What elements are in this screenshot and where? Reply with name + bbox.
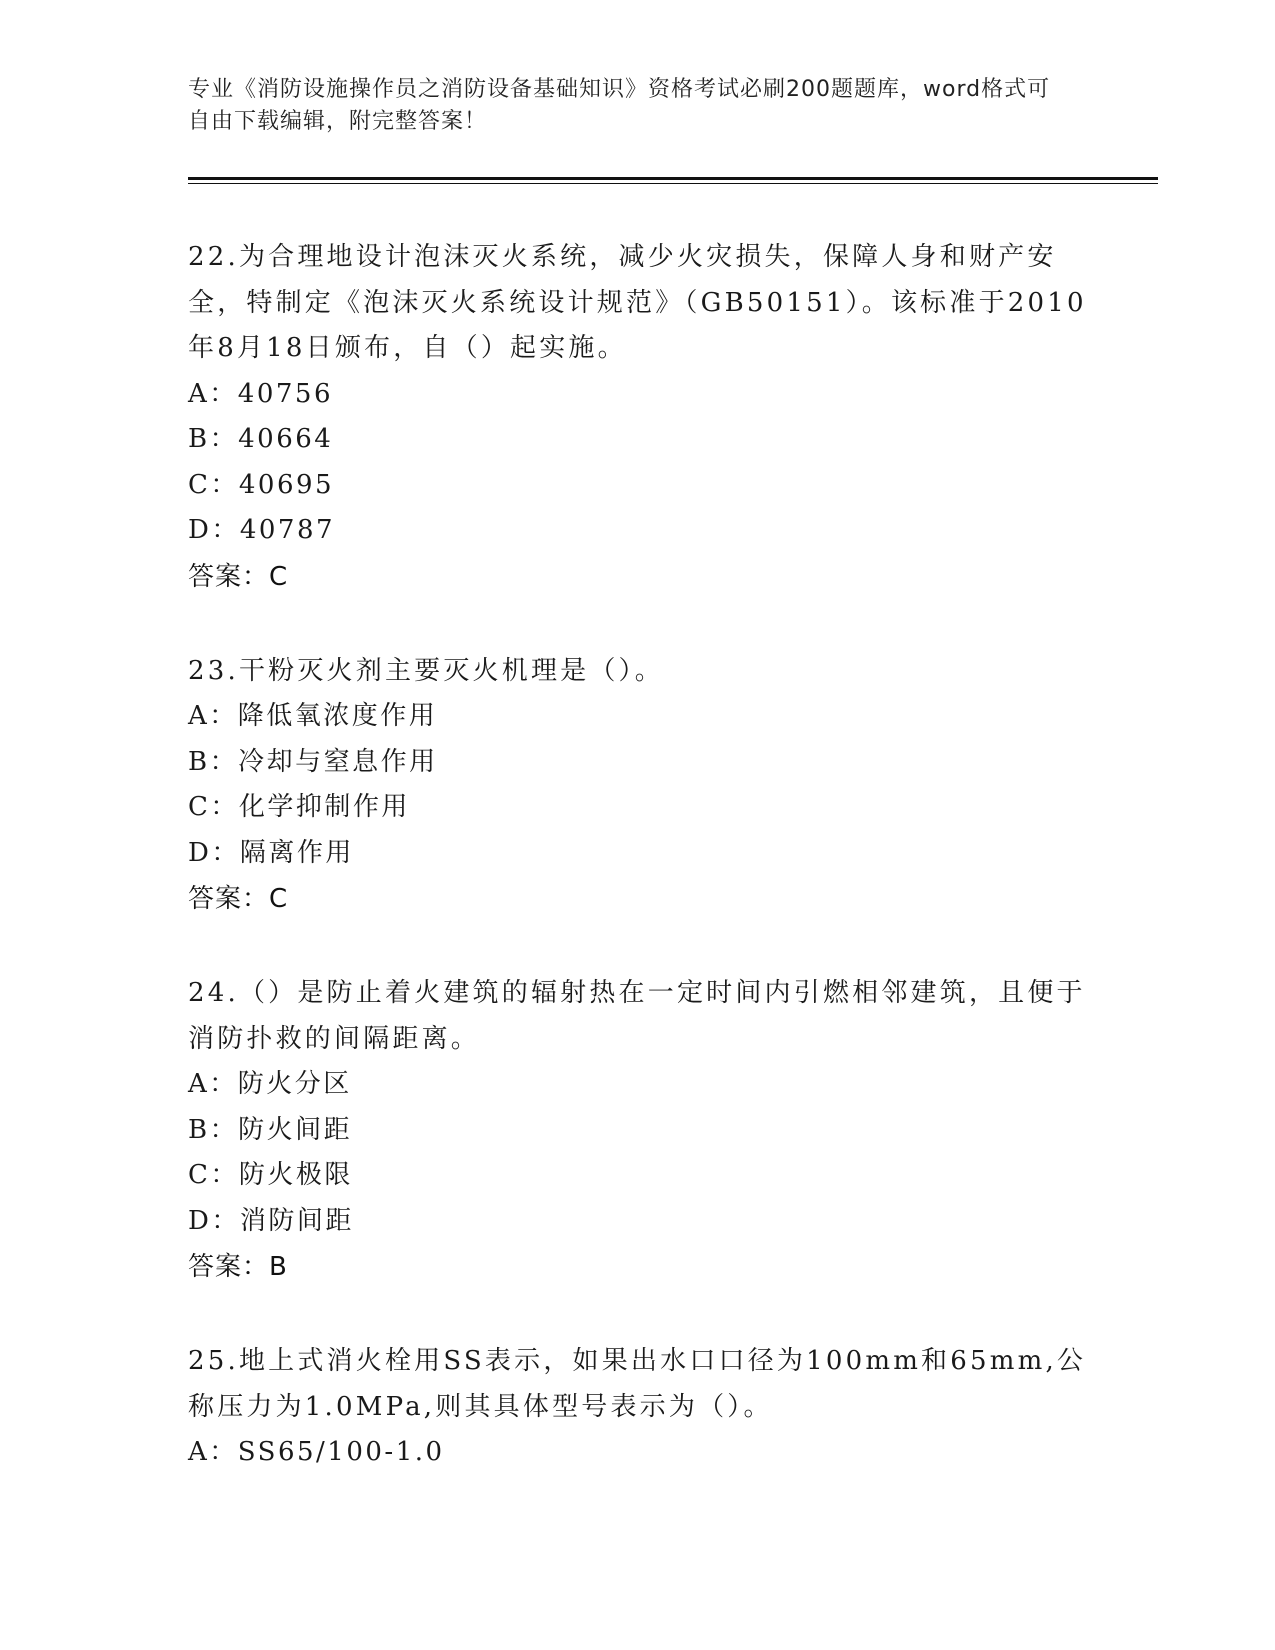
option-d: D：隔离作用	[188, 837, 354, 868]
header-divider-thick	[188, 177, 1158, 180]
question-text: 24.（）是防止着火建筑的辐射热在一定时间内引燃相邻建筑，且便于消防扑救的间隔距离。	[188, 978, 1086, 1054]
question-23	[188, 649, 1088, 923]
question-22	[188, 235, 1088, 600]
answer-line: 答案：C	[188, 884, 289, 914]
option-d: D：40787	[188, 515, 336, 545]
option-a: A：40756	[188, 378, 333, 409]
header-divider-thin	[188, 183, 1158, 184]
question-text: 23.干粉灭火剂主要灭火机理是（）。	[188, 655, 664, 686]
option-c: C：化学抑制作用	[188, 792, 410, 822]
answer-line: 答案：B	[188, 1252, 288, 1282]
question-25	[188, 1339, 1088, 1476]
header-intro-text: 专业《消防设施操作员之消防设备基础知识》资格考试必刷200题题库，word格式可自由下载编辑，附完整答案！	[188, 77, 1051, 134]
answer-line: 答案：C	[188, 561, 289, 592]
option-b: B：40664	[188, 424, 334, 454]
option-a: A：降低氧浓度作用	[188, 701, 438, 731]
option-b: B：防火间距	[188, 1114, 353, 1145]
question-text: 25.地上式消火栓用SS表示，如果出水口口径为100mm和65mm,公称压力为1.0MPa,则其具体型号表示为（）。	[188, 1346, 1087, 1422]
option-c: C：防火极限	[188, 1160, 353, 1190]
document-header	[188, 74, 1068, 138]
question-list	[188, 235, 1088, 1525]
option-b: B：冷却与窒息作用	[188, 746, 438, 777]
option-a: A：SS65/100-1.0	[188, 1437, 445, 1467]
question-24	[188, 971, 1088, 1290]
option-d: D：消防间距	[188, 1205, 354, 1236]
option-a: A：防火分区	[188, 1069, 352, 1099]
question-text: 22.为合理地设计泡沫灭火系统，减少火灾损失，保障人身和财产安全，特制定《泡沫灭火系统设计规范》（GB50151）。该标准于2010年8月18日颁布，自（）起实施。	[188, 242, 1087, 363]
option-c: C：40695	[188, 469, 335, 500]
